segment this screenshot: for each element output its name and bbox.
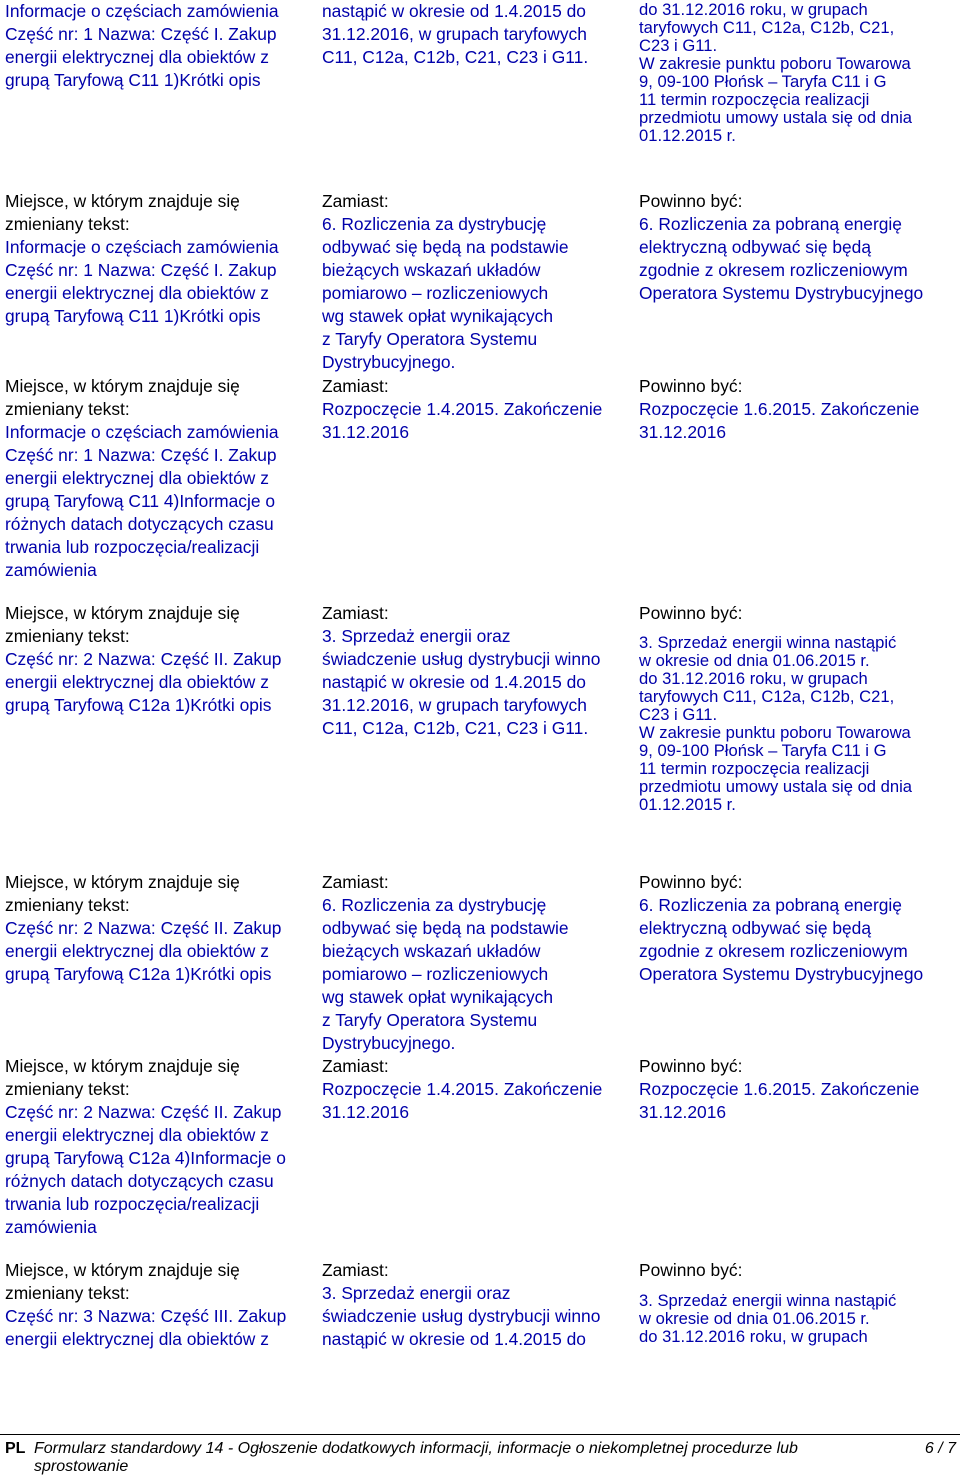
row5-should-be-text: Rozpoczęcie 1.6.2015. Zakończenie 31.12.2016 <box>639 1079 920 1122</box>
row6-should-be-text: 3. Sprzedaż energii winna nastąpić w okresie od dnia 01.06.2015 r. do 31.12.2016 roku, w grupach <box>639 1291 897 1346</box>
row1-should-be-label: Powinno być: <box>639 191 743 211</box>
row6-should-be-label: Powinno być: <box>639 1260 743 1280</box>
row4-should-be-text: 6. Rozliczenia za pobraną energię elektryczną odbywać się będą zgodnie z okresem rozliczeniowym Operatora Systemu Dystrybucyjnego <box>639 895 924 984</box>
row3-location-text: Część nr: 2 Nazwa: Część II. Zakup energii elektrycznej dla obiektów z grupą Taryfową C12a 1)Krótki opis <box>5 649 282 715</box>
row5-instead-label: Zamiast: <box>322 1056 389 1076</box>
row3-instead-text: 3. Sprzedaż energii oraz świadczenie usług dystrybucji winno nastąpić w okresie od 1.4.2015 do 31.12.2016, w grupach taryfowych C11, C12a, C12b, C21, C23 i G11. <box>322 626 601 738</box>
row2-location-label: Miejsce, w którym znajduje się zmieniany tekst: <box>5 376 240 419</box>
row4-instead-label: Zamiast: <box>322 872 389 892</box>
row2-should-be-label: Powinno być: <box>639 376 743 396</box>
row6-location-text: Część nr: 3 Nazwa: Część III. Zakup energii elektrycznej dla obiektów z <box>5 1306 287 1349</box>
row1-instead-label: Zamiast: <box>322 191 389 211</box>
row3-instead-label: Zamiast: <box>322 603 389 623</box>
row5-location-text: Część nr: 2 Nazwa: Część II. Zakup energii elektrycznej dla obiektów z grupą Taryfową C12a 4)Informacje o różnych datach dotyczących czasu trwania lub rozpoczęcia/realizacji zamówienia <box>5 1102 286 1237</box>
row4-location-text: Część nr: 2 Nazwa: Część II. Zakup energii elektrycznej dla obiektów z grupą Taryfową C12a 1)Krótki opis <box>5 918 282 984</box>
row5-location-label: Miejsce, w którym znajduje się zmieniany tekst: <box>5 1056 240 1099</box>
row1-should-be-text: 6. Rozliczenia za pobraną energię elektryczną odbywać się będą zgodnie z okresem rozliczeniowym Operatora Systemu Dystrybucyjnego <box>639 214 924 303</box>
footer-page-number: 6 / 7 <box>924 1440 956 1457</box>
row2-instead-label: Zamiast: <box>322 376 389 396</box>
row1-instead-text: 6. Rozliczenia za dystrybucję odbywać się będą na podstawie bieżących wskazań układów pomiarowo – rozliczeniowych wg stawek opłat wynikających z Taryfy Operatora Systemu Dystrybucyjnego. <box>322 214 569 372</box>
row0-location-text: Informacje o częściach zamówienia Część nr: 1 Nazwa: Część I. Zakup energii elektrycznej dla obiektów z grupą Taryfową C11 1)Krótki opis <box>5 1 279 90</box>
row4-should-be-label: Powinno być: <box>639 872 743 892</box>
row4-location-label: Miejsce, w którym znajduje się zmieniany tekst: <box>5 872 240 915</box>
page-footer <box>0 1434 960 1481</box>
row6-location-label: Miejsce, w którym znajduje się zmieniany tekst: <box>5 1260 240 1303</box>
row0-instead-text: nastąpić w okresie od 1.4.2015 do 31.12.2016, w grupach taryfowych C11, C12a, C12b, C21, C23 i G11. <box>322 1 589 67</box>
row1-location-label: Miejsce, w którym znajduje się zmieniany tekst: <box>5 191 240 234</box>
row4-instead-text: 6. Rozliczenia za dystrybucję odbywać się będą na podstawie bieżących wskazań układów pomiarowo – rozliczeniowych wg stawek opłat wynikających z Taryfy Operatora Systemu Dystrybucyjnego. <box>322 895 569 1053</box>
row2-instead-text: Rozpoczęcie 1.4.2015. Zakończenie 31.12.2016 <box>322 399 603 442</box>
row3-should-be-text: 3. Sprzedaż energii winna nastąpić w okresie od dnia 01.06.2015 r. do 31.12.2016 roku, w grupach taryfowych C11, C12a, C12b, C21, C23 i G11. W zakresie punktu poboru Towarowa 9, 09-100 Płońsk – Taryfa C11 i G 11 termin rozpoczęcia realizacji przedmiotu umowy ustala się od dnia 01.12.2015 r. <box>639 633 913 814</box>
row2-location-text: Informacje o częściach zamówienia Część nr: 1 Nazwa: Część I. Zakup energii elektrycznej dla obiektów z grupą Taryfową C11 4)Informacje o różnych datach dotyczących czasu trwania lub rozpoczęcia/realizacji zamówienia <box>5 422 279 580</box>
row5-instead-text: Rozpoczęcie 1.4.2015. Zakończenie 31.12.2016 <box>322 1079 603 1122</box>
row0-should-be-text: do 31.12.2016 roku, w grupach taryfowych C11, C12a, C12b, C21, C23 i G11. W zakresie punktu poboru Towarowa 9, 09-100 Płońsk – Taryfa C11 i G 11 termin rozpoczęcia realizacji przedmiotu umowy ustala się od dnia 01.12.2015 r. <box>639 0 913 145</box>
row6-instead-label: Zamiast: <box>322 1260 389 1280</box>
row6-instead-text: 3. Sprzedaż energii oraz świadczenie usług dystrybucji winno nastąpić w okresie od 1.4.2015 do <box>322 1283 601 1349</box>
footer-language-code: PL <box>5 1440 26 1457</box>
row3-should-be-label: Powinno być: <box>639 603 743 623</box>
row2-should-be-text: Rozpoczęcie 1.6.2015. Zakończenie 31.12.2016 <box>639 399 920 442</box>
row1-location-text: Informacje o częściach zamówienia Część nr: 1 Nazwa: Część I. Zakup energii elektrycznej dla obiektów z grupą Taryfową C11 1)Krótki opis <box>5 237 279 326</box>
row3-location-label: Miejsce, w którym znajduje się zmieniany tekst: <box>5 603 240 646</box>
row5-should-be-label: Powinno być: <box>639 1056 743 1076</box>
footer-form-title: Formularz standardowy 14 - Ogłoszenie dodatkowych informacji, informacje o niekompletnej procedurze lub sprostowanie <box>34 1440 798 1475</box>
